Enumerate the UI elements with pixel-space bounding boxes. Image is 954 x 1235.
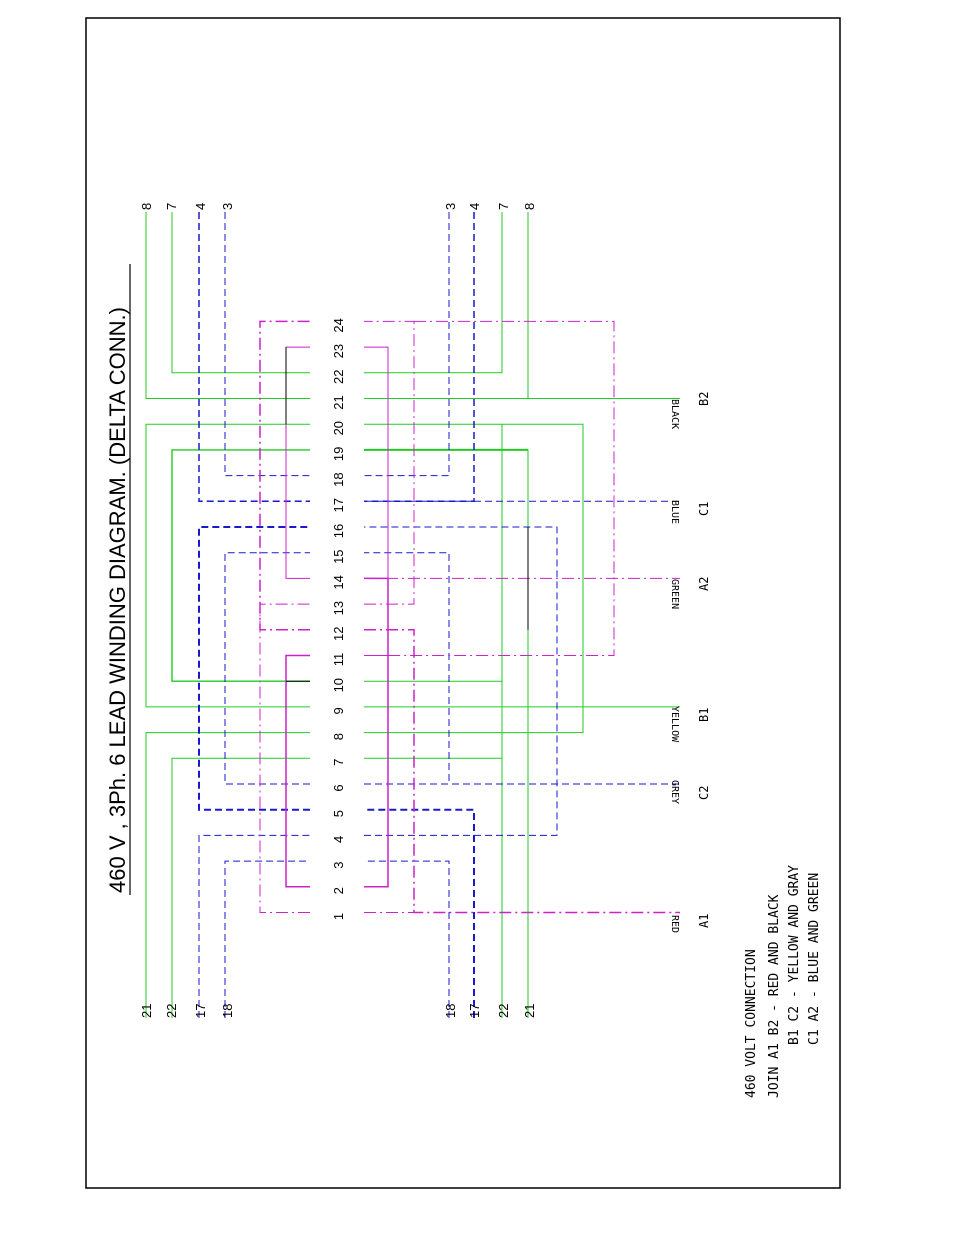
green-loop-r-7-10 — [364, 681, 502, 758]
terminal-color-green: GREEN — [669, 579, 680, 610]
slot-number: 10 — [331, 677, 346, 693]
slot-number: 20 — [331, 420, 346, 436]
magenta-r-12-13 — [364, 630, 680, 913]
slot-number: 17 — [331, 498, 346, 513]
slot-numbering — [331, 318, 346, 920]
slot-number: 16 — [331, 523, 346, 539]
lead-label: 21 — [522, 1003, 537, 1018]
magenta-phase-wires — [260, 321, 680, 912]
slot-number: 15 — [331, 549, 346, 564]
slot-number: 13 — [331, 600, 346, 616]
blue-lead-4-right — [364, 212, 474, 501]
terminal-c1: C1 — [697, 501, 711, 516]
slot-number: 5 — [331, 810, 346, 818]
lead-label: 7 — [496, 202, 511, 210]
blue-lead-3-right — [364, 212, 449, 476]
notes-line-2: B1 C2 - YELLOW AND GRAY — [787, 864, 802, 1045]
lead-label: 18 — [443, 1003, 458, 1018]
lead-label: 3 — [220, 202, 235, 210]
blue-loop-5-16 — [199, 527, 310, 810]
terminal-a1: A1 — [697, 913, 711, 928]
magenta-loop-14-23 — [286, 347, 310, 578]
terminal-color-yellow: YELLOW — [669, 706, 680, 743]
lead-label: 8 — [139, 202, 154, 210]
slot-number: 2 — [331, 887, 346, 895]
slot-number: 22 — [331, 369, 346, 385]
top-left-lead-labels — [139, 203, 235, 210]
slot-number: 12 — [331, 626, 346, 642]
green-lead-8-right — [364, 212, 528, 399]
lead-label: 17 — [193, 1003, 208, 1018]
bottom-left-lead-labels — [139, 1004, 235, 1018]
slot-number: 11 — [331, 652, 346, 667]
lead-label: 4 — [193, 202, 208, 210]
slot-number: 1 — [331, 912, 346, 921]
terminal-c2: C2 — [697, 785, 711, 800]
lead-label: 3 — [443, 202, 458, 210]
terminal-a2: A2 — [697, 576, 711, 591]
slot-number: 3 — [331, 861, 346, 869]
black-jumper-wires — [286, 347, 528, 681]
terminal-color-black: BLACK — [669, 399, 680, 430]
slot-number: 21 — [331, 395, 346, 410]
magenta-r-13-24 — [364, 321, 414, 604]
blue-lead-4-left — [199, 212, 310, 501]
magenta-r-24-11 — [364, 321, 614, 655]
lead-label: 18 — [220, 1003, 235, 1018]
blue-lead-18-right — [364, 861, 449, 1018]
notes-line-3: C1 A2 - BLUE AND GREEN — [807, 872, 822, 1045]
lead-label: 8 — [522, 202, 537, 210]
lead-label: 22 — [164, 1003, 179, 1018]
terminal-b1: B1 — [697, 707, 711, 722]
blue-loop-r-6-15 — [364, 553, 449, 784]
lead-label: 4 — [467, 202, 482, 210]
slot-number: 14 — [331, 575, 346, 590]
slot-number: 23 — [331, 343, 346, 359]
green-loop-10-19 — [172, 450, 310, 681]
green-lead-7-left — [172, 212, 310, 373]
slot-number: 19 — [331, 446, 346, 462]
green-lead-22-left — [172, 758, 310, 1018]
blue-phase-wires — [199, 212, 680, 1018]
blue-loop-6-15 — [225, 553, 310, 784]
connection-notes — [744, 865, 822, 1098]
green-phase-wires — [146, 212, 680, 1018]
top-right-lead-labels — [443, 203, 537, 210]
blue-lead-18-left — [225, 861, 310, 1018]
green-lead-7-right — [364, 212, 502, 373]
slot-number: 8 — [331, 732, 346, 741]
slot-number: 18 — [331, 472, 346, 487]
blue-lead-17-right — [364, 810, 474, 1018]
lead-label: 7 — [164, 202, 179, 210]
notes-heading: 460 VOLT CONNECTION — [744, 949, 759, 1098]
diagram-title: 460 V , 3Ph. 6 LEAD WINDING DIAGRAM. (DELTA CONN.) — [105, 307, 130, 893]
blue-lead-17-left — [199, 835, 310, 1018]
slot-number: 9 — [331, 707, 346, 715]
lead-label: 17 — [467, 1003, 482, 1018]
green-lead-8-left — [146, 212, 310, 399]
magenta-loop-2-11 — [286, 656, 310, 887]
terminal-b2: B2 — [697, 391, 711, 406]
notes-line-1: JOIN A1 B2 - RED AND BLACK — [767, 894, 782, 1098]
terminal-labels — [669, 392, 711, 934]
slot-number: 24 — [331, 318, 346, 333]
slot-number: 4 — [331, 835, 346, 844]
lead-label: 21 — [139, 1003, 154, 1018]
terminal-color-grey: GREY — [669, 780, 680, 805]
terminal-color-red: RED — [669, 915, 680, 934]
terminal-color-blue: BLUE — [669, 500, 680, 525]
bottom-right-lead-labels — [443, 1004, 537, 1018]
lead-label: 22 — [496, 1003, 511, 1018]
slot-number: 6 — [331, 784, 346, 792]
blue-lead-3-left — [225, 212, 310, 476]
slot-number: 7 — [331, 758, 346, 766]
